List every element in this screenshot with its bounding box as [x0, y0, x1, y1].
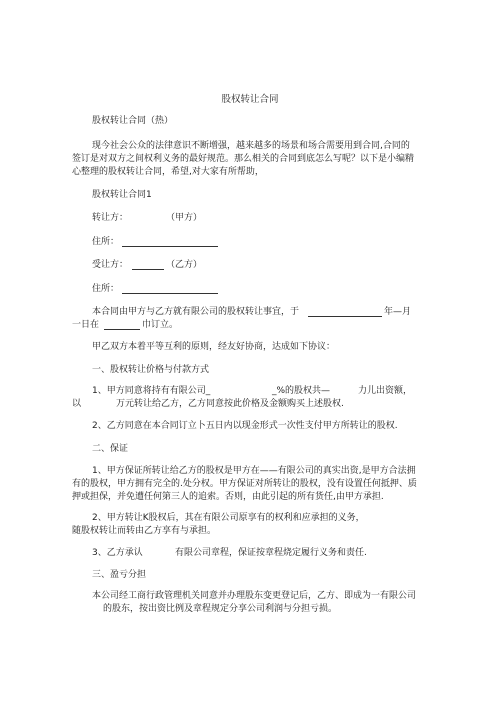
s2-item1-line3: 押或担保，并免遭任何第三人的追索。否则，由此引起的所有货任,由甲方承担. — [72, 492, 384, 502]
s1-item1-part-e: 万元转让给乙方，乙方同意按此价格及金额购买上述股权. — [116, 399, 344, 409]
s3-line2: 的股东，按出资比例及章程规定分享公司利润与分担亏损。 — [103, 604, 338, 614]
transferee-label: 受让方： — [92, 260, 129, 270]
s1-item1-part-b: _%的股权共— — [272, 386, 331, 396]
contract-heading: 股权转让合同1 — [92, 190, 152, 200]
s1-item1-part-d: 以 — [72, 399, 82, 409]
intro-line-3: 心整理的股权转让合同，希望,对大家有所帮助， — [72, 167, 264, 177]
para1-line1-suffix: 年—月 — [384, 307, 412, 317]
para1-line2-suffix: 巾订立。 — [142, 320, 179, 330]
address-label-1: 住所： — [92, 237, 120, 247]
para2: 甲乙双方本着平等互利的原则，经友好协商，达成如下协议： — [92, 342, 336, 352]
s3-line1: 本公司经工商行政管理机关同意并办理股东变更登记后，乙方、即成为一有限公司 — [92, 591, 417, 601]
s2-item2-line1: 2、甲方转让K股权后，其在有限公司原享有的权利和应承担的义务， — [92, 513, 365, 523]
address-label-2: 住所： — [92, 284, 120, 294]
section3-heading: 三、盈亏分担 — [92, 570, 147, 580]
section2-heading: 二、保证 — [92, 444, 129, 454]
party-b-label: （乙方） — [166, 260, 203, 270]
address-blank-1 — [122, 246, 218, 247]
section1-heading: 一、股权转让价格与付款方式 — [92, 365, 210, 375]
date-blank — [308, 316, 382, 317]
s1-item1-part-c: 力儿出资额， — [358, 386, 413, 396]
document-title: 股权转让合同 — [221, 94, 279, 105]
intro-line-2: 签订是对双方之间权利义务的最好规范。那么相关的合同到底怎么写呢？以下是小编精 — [72, 154, 415, 164]
transferee-blank — [132, 269, 164, 270]
s2-item3-part-b: 有限公司章程，保证按章程烧定履行义务和责任. — [175, 548, 367, 558]
s1-item1-part-a: 1、甲方同意将持有有限公司_ — [92, 386, 211, 396]
document-subtitle: 股权转让合同（热） — [92, 116, 174, 126]
para1-line1-text: 本合同由甲方与乙方就有限公司的股权转让事宜，于 — [92, 307, 300, 317]
para1-line2-text: 一日在 — [72, 320, 100, 330]
party-a-label: （甲方） — [166, 213, 203, 223]
transferor-label: 转让方： — [92, 213, 129, 223]
s1-item2: 2、乙方同意在本合同订立卜五日内以现金形式一次性支付甲方所转让的股权. — [92, 421, 398, 431]
s2-item2-line2: 随股权转让而转由乙方享有与承担。 — [72, 526, 217, 536]
intro-line-1: 现今社会公众的法律意识不断增强，越来越多的场景和场合需要用到合同,合同的 — [92, 141, 410, 151]
s2-item3-part-a: 3、乙方承认 — [92, 548, 143, 558]
place-blank — [104, 329, 140, 330]
s2-item1-line1: 1、甲方保证所转让给乙方的股权是甲方在——有限公司的真实出资,是甲方合法拥 — [92, 466, 416, 476]
s2-item1-line2: 有的股权，甲方拥有完全的.处分权。甲方保证对所转让的股权，没有设置任何抵押、质 — [72, 479, 417, 489]
address-blank-2 — [122, 293, 218, 294]
